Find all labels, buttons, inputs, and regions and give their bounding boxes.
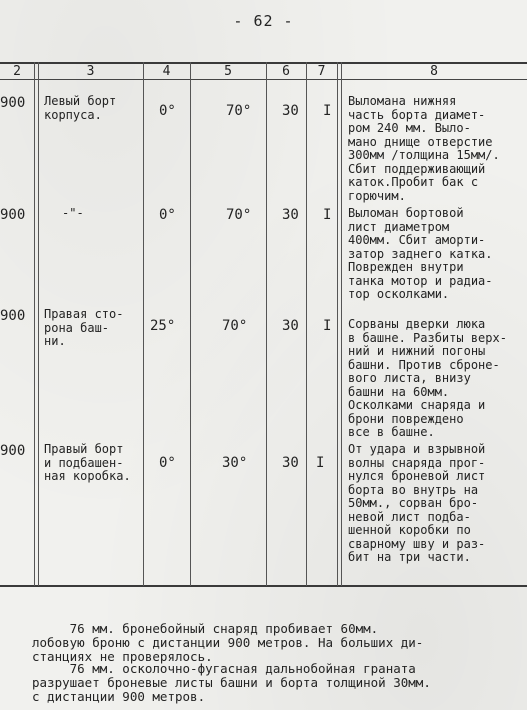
table-cell-result: Выломана нижняя часть борта диамет- ром 240 мм. Выло- мано днище отверстие 300мм /толщина 15мм/. Сбит поддерживающий каток.Пробит бак с горючим. xyxy=(348,94,500,203)
page-number: - 62 - xyxy=(233,12,294,30)
table-cell-thickness: 30 xyxy=(282,318,299,334)
column-divider xyxy=(38,62,39,586)
table-cell-angle: 0° xyxy=(159,103,176,119)
column-number: 5 xyxy=(224,64,232,79)
note-paragraph: 76 мм. осколочно-фугасная дальнобойная граната разрушает броневые листы башни и борта толщиной 30мм. с дистанции 900 метров. xyxy=(32,661,431,704)
table-cell-target: Правый борт и подбашен- ная коробка. xyxy=(44,442,131,483)
table-cell-target: Левый борт корпуса. xyxy=(44,94,117,122)
column-number: 3 xyxy=(86,64,95,79)
table-cell-angle: 70° xyxy=(226,207,252,223)
table-cell-target: -"- xyxy=(62,206,84,220)
table-cell-mark: I xyxy=(323,207,332,223)
column-number: 7 xyxy=(317,64,326,79)
column-divider xyxy=(143,62,144,586)
table-cell-mark: I xyxy=(323,318,332,334)
table-cell-mark: I xyxy=(323,103,332,119)
column-number: 2 xyxy=(13,64,21,79)
table-cell-angle: 70° xyxy=(226,103,252,119)
column-divider xyxy=(266,62,267,586)
column-number: 6 xyxy=(282,64,290,79)
note-paragraph: 76 мм. бронебойный снаряд пробивает 60мм. лобовую броню с дистанции 900 метров. На больших ди- станциях не проверялось. xyxy=(32,621,424,664)
column-divider xyxy=(34,62,35,586)
table-cell-result: Сорваны дверки люка в башне. Разбиты верх- ний и нижний погоны башни. Против сброне- вого листа, внизу башни на 60мм. Осколками снаряда и брони повреждено все в башне. xyxy=(348,317,507,439)
table-cell-target: Правая сто- рона баш- ни. xyxy=(44,307,124,348)
column-divider xyxy=(190,62,191,586)
column-divider xyxy=(341,62,342,586)
column-divider xyxy=(306,62,307,586)
table-cell-result: Выломан бортовой лист диаметром 400мм. Сбит аморти- затор заднего катка. Поврежден внутри танка мотор и радиа- тор осколками. xyxy=(348,206,493,301)
table-cell-distance: 900 xyxy=(0,207,26,223)
table-cell-angle: 30° xyxy=(222,455,248,471)
table-cell-result: От удара и взрывной волны снаряда прог- нулся броневой лист борта во внутрь на 50мм., сорван бро- невой лист подба- шенной коробки по сварному шву и раз- бит на три части. xyxy=(348,442,486,564)
column-number: 8 xyxy=(430,64,438,79)
table-cell-angle: 0° xyxy=(159,207,176,223)
table-cell-thickness: 30 xyxy=(282,103,299,119)
table-cell-angle: 25° xyxy=(150,318,176,334)
table-bottom-rule xyxy=(0,585,527,587)
column-divider xyxy=(337,62,338,586)
table-cell-distance: 900 xyxy=(0,443,26,459)
table-cell-thickness: 30 xyxy=(282,455,299,471)
table-cell-mark: I xyxy=(316,455,325,471)
table-cell-thickness: 30 xyxy=(282,207,299,223)
table-cell-distance: 900 xyxy=(0,95,26,111)
table-cell-angle: 0° xyxy=(159,455,176,471)
table-header-rule xyxy=(0,79,527,80)
table-cell-distance: 900 xyxy=(0,308,26,324)
table-cell-angle: 70° xyxy=(222,318,248,334)
column-number: 4 xyxy=(162,64,171,79)
